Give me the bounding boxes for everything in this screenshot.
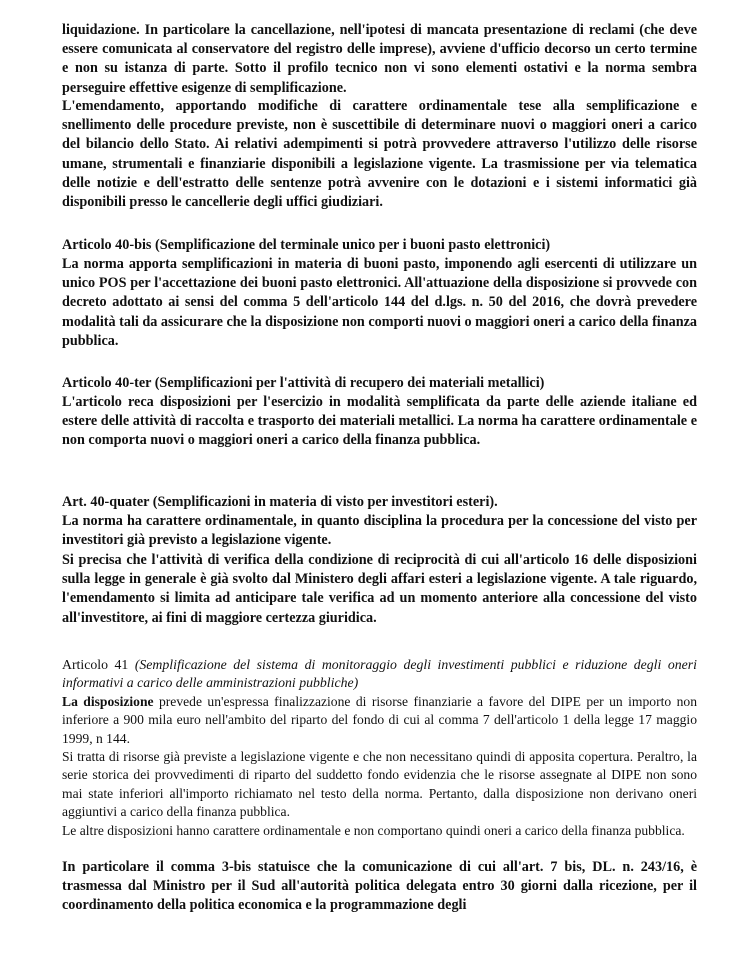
paragraph-articolo-41-b: Si tratta di risorse già previste a legislazione vigente e che non necessitano quindi di apposita copertura. Peraltro, la serie storica dei provvedimenti di riparto del suddetto fondo evidenzia che le risorse assegnate al DIPE non sono mai state inferiori all'importo richiamato nel testo della norma. Pertanto, dalla disposizione non derivano oneri aggiuntivi a carico della finanza pubblica. — [62, 749, 697, 820]
paragraph-articolo-40-quater-a: La norma ha carattere ordinamentale, in quanto disciplina la procedura per la concessione del visto per investitori già previsto a legislazione vigente. — [62, 513, 697, 549]
paragraph-articolo-40-bis: La norma apporta semplificazioni in materia di buoni pasto, imponendo agli esercenti di utilizzare un unico POS per l'accettazione dei buoni pasto elettronici. All'attuazione della disposizione si provvede con decreto adottato ai sensi del comma 5 dell'articolo 144 del d.lgs. n. 50 del 2016, che dovrà prevedere modalità tali da assicurare che la disposizione non comporti nuovi o maggiori oneri a carico della finanza pubblica. — [62, 256, 698, 349]
heading-articolo-41-number: Articolo 41 — [62, 657, 135, 672]
paragraph-articolo-41-a-text: prevede un'espressa finalizzazione di risorse finanziarie a favore del DIPE per un importo non inferiore a 900 mila euro nell'ambito del riparto del fondo di cui al comma 7 dell'articolo 1 della legge 17 maggio 1999, n 144. — [62, 694, 697, 746]
paragraph-articolo-40-ter: L'articolo reca disposizioni per l'esercizio in modalità semplificata da parte delle aziende italiane ed estere delle attività di raccolta e trasporto dei materiali metallici. La norma ha carattere ordinamentale e non comporta nuovi o maggiori oneri a carico della finanza pubblica. — [62, 394, 697, 449]
paragraph-articolo-41-c: Le altre disposizioni hanno carattere ordinamentale e non comportano quindi oneri a carico della finanza pubblica. — [62, 823, 685, 838]
heading-articolo-40-ter: Articolo 40-ter (Semplificazioni per l'attività di recupero dei materiali metallici) — [62, 375, 545, 391]
heading-articolo-40-quater: Art. 40-quater (Semplificazioni in materia di visto per investitori esteri). — [62, 494, 498, 510]
paragraph-liquidazione: liquidazione. In particolare la cancellazione, nell'ipotesi di mancata presentazione di reclami (che deve essere comunicata al conservatore del registro delle imprese), avviene d'ufficio decorso un certo termine e non su istanza di parte. Sotto il profilo tecnico non vi sono elementi ostativi e la norma sembra perseguire effettive esigenze di semplificazione. — [62, 22, 697, 96]
heading-articolo-41-title: (Semplificazione del sistema di monitoraggio degli investimenti pubblici e riduzione degli oneri informativi a carico delle amministrazioni pubbliche) — [62, 657, 697, 691]
paragraph-articolo-41-a-lead: La disposizione — [62, 694, 154, 709]
paragraph-articolo-40-quater-b: Si precisa che l'attività di verifica della condizione di reciprocità di cui all'articolo 16 delle disposizioni sulla legge in generale è già svolto dal Ministero degli affari esteri a legislazione vigente. A tale riguardo, l'emendamento si limita ad anticipare tale verifica ad un momento anteriore alla concessione del visto all'investitore, ai fini di maggiore certezza giuridica. — [62, 552, 697, 626]
heading-articolo-41 — [62, 656, 697, 692]
heading-articolo-40-bis: Articolo 40-bis (Semplificazione del terminale unico per i buoni pasto elettronici) — [62, 237, 551, 253]
paragraph-articolo-41-d: In particolare il comma 3-bis statuisce che la comunicazione di cui all'art. 7 bis, DL. n. 243/16, è trasmessa dal Ministro per il Sud all'autorità politica delegata entro 30 giorni dalla ricezione, per il coordinamento della politica economica e la programmazione degli — [62, 859, 697, 914]
paragraph-articolo-41-a — [62, 693, 697, 748]
paragraph-emendamento: L'emendamento, apportando modifiche di carattere ordinamentale tese alla semplificazione e snellimento delle procedure previste, non è suscettibile di determinare nuovi o maggiori oneri a carico del bilancio dello Stato. Ai relativi adempimenti si potrà provvedere attraverso l'utilizzo delle risorse umane, strumentali e finanziarie disponibili a legislazione vigente. La trasmissione per via telematica delle notizie e dell'estratto delle sentenze potrà avvenire con le dotazioni e i sistemi informatici già disponibili presso le cancellerie degli uffici giudiziari. — [62, 98, 697, 211]
